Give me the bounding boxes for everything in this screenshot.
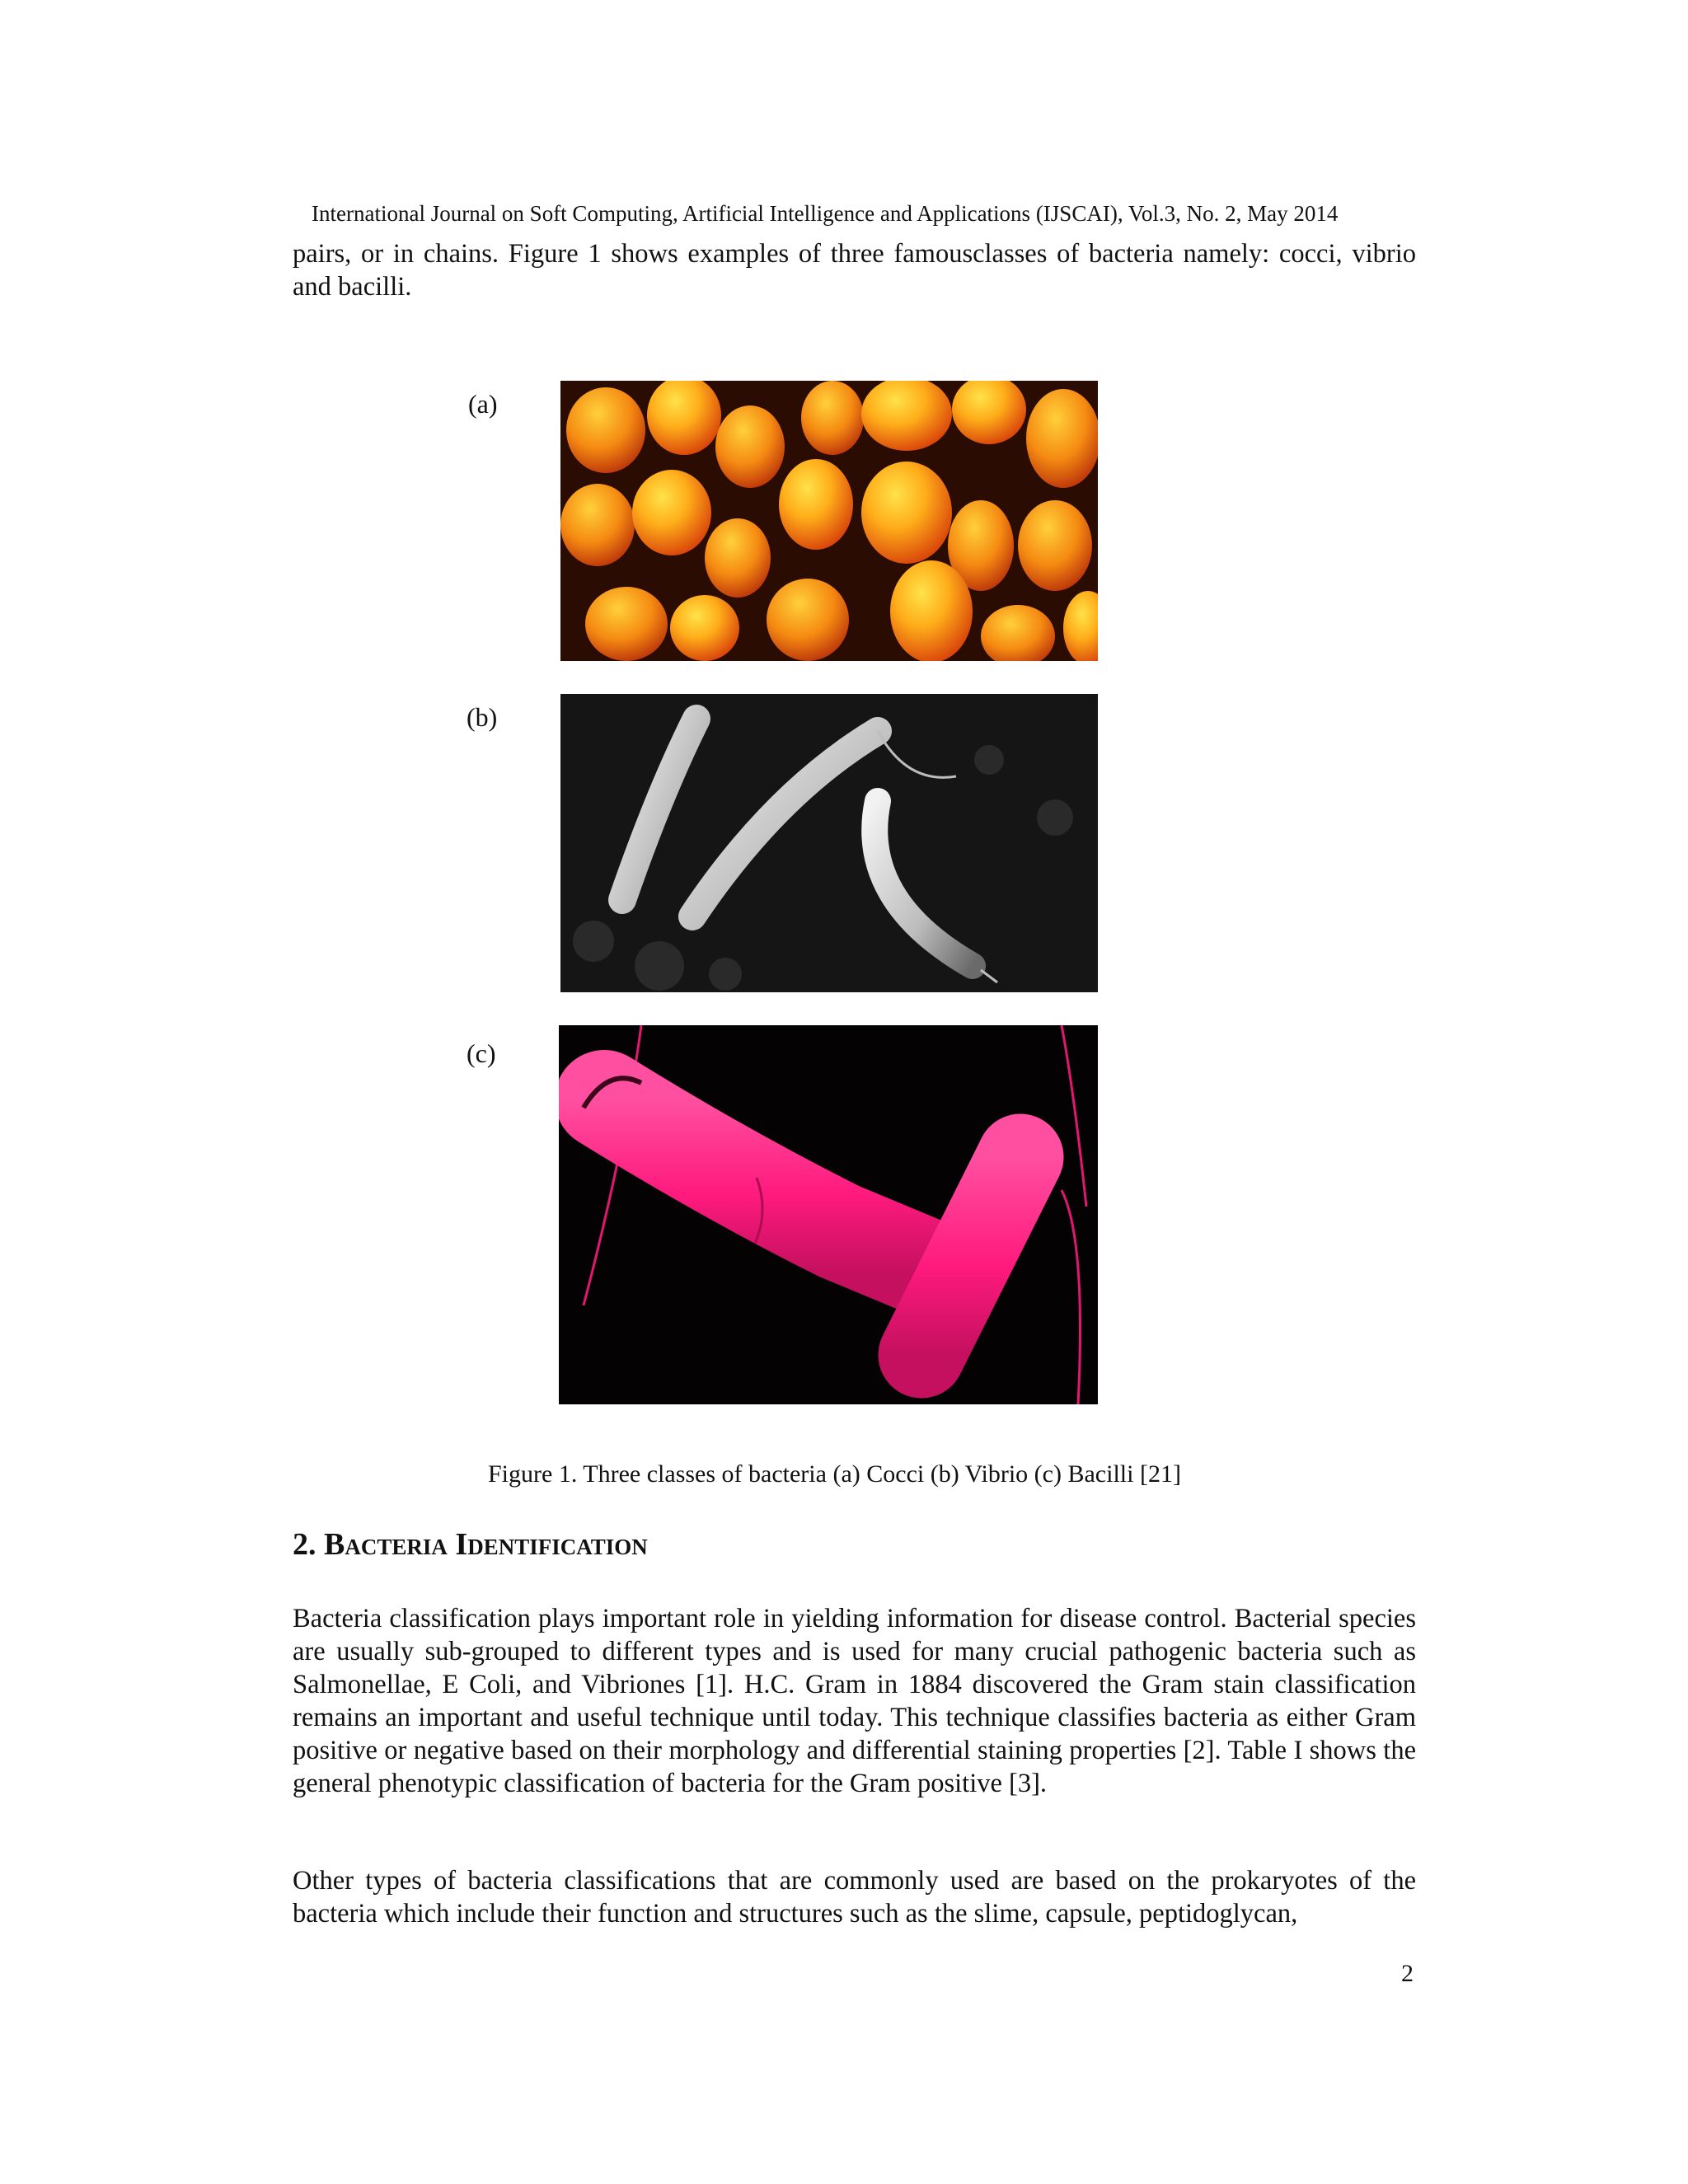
section-number: 2. — [293, 1527, 316, 1562]
section-title-rest-2: dentification — [467, 1527, 648, 1562]
section-title-initial-1: B — [324, 1527, 345, 1562]
vibrio-image — [560, 694, 1098, 992]
panel-label-b: (b) — [467, 702, 498, 732]
figure-caption: Figure 1. Three classes of bacteria (a) Cocci (b) Vibrio (c) Bacilli [21] — [488, 1460, 1181, 1488]
bacilli-image — [559, 1025, 1098, 1404]
running-header: International Journal on Soft Computing, Artificial Intelligence and Applications (IJSCAI), Vol.3, No. 2, May 2014 — [312, 201, 1339, 226]
panel-label-a: (a) — [468, 389, 498, 419]
section-heading — [293, 1526, 648, 1563]
intro-paragraph: pairs, or in chains. Figure 1 shows examples of three famousclasses of bacteria namely: cocci, vibrio and bacilli. — [293, 239, 1416, 302]
page-number: 2 — [1401, 1960, 1414, 1987]
section-title-rest-1: acteria — [345, 1527, 448, 1562]
section-title-initial-2: I — [455, 1527, 468, 1562]
cocci-image — [560, 381, 1098, 661]
panel-label-c: (c) — [467, 1038, 496, 1068]
body-paragraph-1: Bacteria classification plays important role in yielding information for disease control. Bacterial species are usually sub-grouped to different types and is used for many crucial pathogenic bacteria such as Salmonellae, E Coli, and Vibriones [1]. H.C. Gram in 1884 discovered the Gram stain classification remains an important and useful technique until today. This technique classifies bacteria as either Gram positive or negative based on their morphology and differential staining properties [2]. Table I shows the general phenotypic classification of bacteria for the Gram positive [3]. — [293, 1604, 1416, 1798]
body-paragraph-2: Other types of bacteria classifications that are commonly used are based on the prokaryotes of the bacteria which include their function and structures such as the slime, capsule, peptidoglycan, — [293, 1866, 1416, 1929]
